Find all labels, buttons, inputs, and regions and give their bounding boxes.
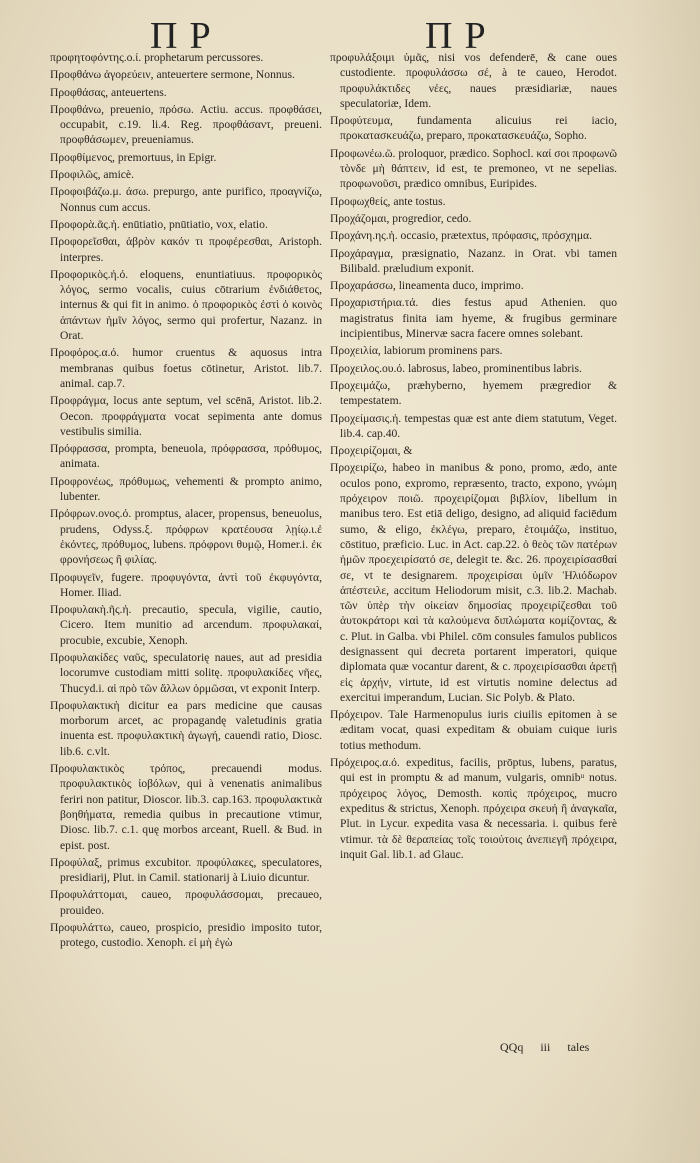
page-edge-shadow (630, 0, 700, 1163)
dictionary-entry: Προφρονέως, πρόθυμως, vehementi & prompto animo, lubenter. (50, 474, 322, 504)
right-column (330, 50, 617, 864)
running-head-left: ΠΡ (150, 15, 223, 57)
dictionary-entry: Προφορεῖσθαι, ἀβρὸν κακόν τι προφέρεσθαι, Aristoph. interpres. (50, 235, 322, 264)
dictionary-entry: Προφθάνω, preuenio, πρόσω. Actiu. accus. προφθάσει, occupabit, c.19. li.4. Reg. προφθάσαντ, preueni. προφθάσωμεν, preueniamus. (50, 102, 322, 147)
dictionary-entry: Προχείμασις.ἡ. tempestas quӕ est ante diem statutum, Veget. lib.4. cap.40. (330, 411, 617, 440)
dictionary-entry: προφυλάξοιμι ὑμᾶς, nisi vos defenderē, & cane oues custodiente. προφυλάσσω σέ, à te caueo, Herodot. προφυλάκτιδες νέες, naues prӕsidiariӕ, naues speculatoriӕ, Idem. (330, 51, 617, 110)
dictionary-entry: Προφυλάττομαι, caueo, προφυλάσσομαι, precaueo, prouideo. (50, 888, 322, 917)
dictionary-entry: Προφθάσας, anteuertens. (50, 85, 167, 99)
dictionary-entry: Πρόφρασσα, prompta, beneuola, πρόφρασσα, πρόθυμος, animata. (50, 442, 322, 471)
signature-mark: QQq (500, 1040, 524, 1054)
dictionary-entry: Προχειλος.ου.ό. labrosus, labeo, prominentibus labris. (330, 361, 582, 375)
dictionary-entry: Προφυλακίδες ναῦς, speculatorię naues, aut ad presidia locorumve custodiam mitti solitę. προφυλακίδες νῆες, Thucyd.i. αἱ πρὸ τῶν ἄλλων ὁρμῶσαι, vt exponit Interp. (50, 650, 322, 695)
dictionary-entry: Προφύτευμα, fundamenta alicuius rei iacio, προκατασκευάζω, preparo, προκατασκευάζω, Sopho. (330, 114, 617, 143)
dictionary-entry: Πρόχειρον. Tale Harmenopulus iuris ciuilis epitomen à se ӕditam vocat, quasi expeditam & obuiam cuique iuris totius methodum. (330, 708, 617, 752)
dictionary-entry: Προχειρίζω, habeo in manibus & pono, promo, ӕdo, ante oculos pono, expromo, reprӕsento, tracto, expono, γνώμη πρόχειρον ποιῶ. προχειρίζομαι βιβλίον, libellum in manibus tero. Est etiā deligo, designo, ad aliquid faciēdum sumo, & eligo, ἐκλέγω, preparo, ἑτοιμάζω, instituo, cōstituo, prӕficio. Luc. in Act. cap.22. ὁ θεὸς τῶν πατέρων ἡμῶν προεχειρίσατό σε, delegit te. &c. 26. προχειρίσασθαί σε, vt te designarem. προχειρίσαι ὑμῖν Ἡλιόδωρον ἀπέστειλε, accitum Heliodorum misit, c.3. lib.2. Machab. τῶν ὑπὲρ τὴν οἰκείαν δημοσίας προχειρίζεσθαι τοῦ ἀυτοκράτορι καὶ τὰ καλούμενα διπλώματα κομίζοντας, & c. Plut. in Galba. vbi Philel. cōm consules famulos publicos designassent qui decreta portarent imperatori, quique diplomata quӕ vocantur darent, & c. προχειρίσασθαι ἀρετῇ εἰς ἀρχήν, virtute, id est virtutis nomine delectus ad exercitui imperandum, Lucian. Sic Polyb. & Plato. (330, 461, 617, 704)
dictionary-entry: Προφθάνω ἀγορεύειν, anteuertere sermone, Nonnus. (50, 68, 295, 82)
dictionary-entry: Προφοιβάζω.μ. άσω. prepurgo, ante purifico, προαγνίζω, Nonnus cum accus. (50, 185, 322, 214)
catchword: tales (567, 1040, 590, 1054)
running-head-right: ΠΡ (425, 15, 498, 57)
dictionary-entry: Προχειλία, labiorum prominens pars. (330, 344, 503, 358)
dictionary-entry: Προφράγμα, locus ante septum, vel scēnā, Aristot. lib.2. Oecon. προφράγματα vocat sepimenta ante domus vestibulis similia. (50, 394, 322, 438)
dictionary-entry: Πρόφρων.ονος.ό. promptus, alacer, propensus, beneuolus, prudens, Odyss.ξ. πρόφρων κρατέουσα λῃίῳ.ι.ἐ ἑκόντες, πρόθυμος, lubens. πρόφρονι θυμῷ, Homer.i. ἐκ φρονήσεως ἢ φιλίας. (50, 507, 322, 567)
dictionary-entry: Προφύλαξ, primus excubitor. προφύλακες, speculatores, presidiarij, Plut. in Camil. stationarij à Liuio dicuntur. (50, 855, 322, 885)
signature-number: iii (540, 1040, 551, 1054)
dictionary-entry: Προφθίμενος, premortuus, in Epigr. (50, 150, 217, 164)
signature-line (500, 1040, 589, 1055)
dictionary-entry: Προφυλακτικὸς τρόπος, precauendi modus. προφυλακτικὸς ἰοβόλων, qui à venenatis animalibus feriri non patitur, Dioscor. lib.3. cap.163. προφυλακτικὰ βοηθήματα, remedia quibus in precautione vtimur, Diosc. lib.7. c.1. quę morbos arceant, Ruell. & Bud. in epist. post. (50, 762, 322, 852)
dictionary-entry: Προχάραγμα, prӕsignatio, Nazanz. in Orat. vbi tamen Bilibald. prӕludium exponit. (330, 246, 617, 275)
dictionary-entry: Προχαράσσω, lineamenta duco, imprimo. (330, 279, 524, 293)
dictionary-entry: Προφορὰ.ᾶς.ἡ. enūtiatio, pnūtiatio, vox, elatio. (50, 217, 268, 231)
dictionary-entry: Πρόχειρος.α.ό. expeditus, facilis, prōptus, lubens, paratus, qui est in promptu & ad manum, vulgaris, omnibᵘ notus. πρόχειρος λόγος, Demosth. κοπὶς πρόχειρος, mucro expeditus & strictus, Xenoph. πρόχειρα σκευή ἢ ἀναγκαῖα, Plut. in Lycur. expedita vasa & necessaria. i. quibus ferè vtimur. τὰ δὲ θεραπείας τοῖς τοιούτοις ἀνεπιεγῆ πρόχειρα, inquit Gal. lib.1. ad Glauc. (330, 756, 617, 861)
dictionary-entry: Προφιλῶς, amicè. (50, 168, 134, 182)
dictionary-entry: Προχαριστήρια.τά. dies festus apud Athenien. quo magistratus finita iam hyeme, & frugibus germinare incipientibus, Minervӕ sacra facere omnes solebant. (330, 296, 617, 341)
dictionary-entry: Προφορικὸς.ή.ό. eloquens, enuntiatiuus. προφορικὸς λόγος, sermo vocalis, cuius cōtrarium ἐνδιάθετος, internus & qui fit in animo. ὁ προφορικὸς ἐστὶ ὁ κοινὸς ἁπάντων ἡμῖν λόγος, sermo qui profertur, Nazanz. in Orat. (50, 267, 322, 343)
dictionary-entry: προφητοφόντης.ο.ί. prophetarum percussores. (50, 51, 264, 64)
dictionary-entry: Προχειμάζω, prӕhyberno, hyemem prӕgredior & tempestatem. (330, 378, 617, 408)
left-column (50, 50, 322, 953)
dictionary-entry: Προφυλακὴ.ῆς.ἡ. precautio, specula, vigilie, cautio, Cicero. Item munitio ad arcendum. προφυλακαί, procubie, excubie, Xenoph. (50, 603, 322, 647)
dictionary-entry: Προφόρος.α.ό. humor cruentus & aquosus intra membranas quibus foetus cōtinetur, Aristot. lib.7. animal. cap.7. (50, 346, 322, 390)
dictionary-entry: Προχάζομαι, progredior, cedo. (330, 211, 472, 225)
dictionary-entry: Προφωχθείς, ante tostus. (330, 194, 446, 208)
dictionary-entry: Προφυλακτικὴ dicitur ea pars medicine que causas morborum arcet, ac propagandę valetudinis gratia inuenta est. προφυλακτικὴ ἀγωγή, cauendi ratio, Diosc. lib.6. c.vlt. (50, 698, 322, 758)
dictionary-entry: Προφυλάττω, caueo, prospicio, presidio imposito tutor, protego, custodio. Xenoph. εἰ μὴ ἐγὼ (50, 921, 322, 950)
dictionary-entry: Προχάνη.ης.ἡ. occasio, prӕtextus, πρόφασις, πρόσχημα. (330, 229, 593, 243)
dictionary-entry: Προφωνέω.ῶ. proloquor, prӕdico. Sophocl. καί σοι προφωνῶ τὸνδε μὴ θάπτειν, id est, te premoneo, vt ne sepelias. προφωνοῦσι, prӕdico omnibus, Euripides. (330, 146, 617, 191)
dictionary-entry: Προφυγεῖν, fugere. προφυγόντα, ἀντὶ τοῦ ἐκφυγόντα, Homer. Iliad. (50, 570, 322, 599)
dictionary-entry: Προχειρίζομαι, & (330, 444, 413, 458)
